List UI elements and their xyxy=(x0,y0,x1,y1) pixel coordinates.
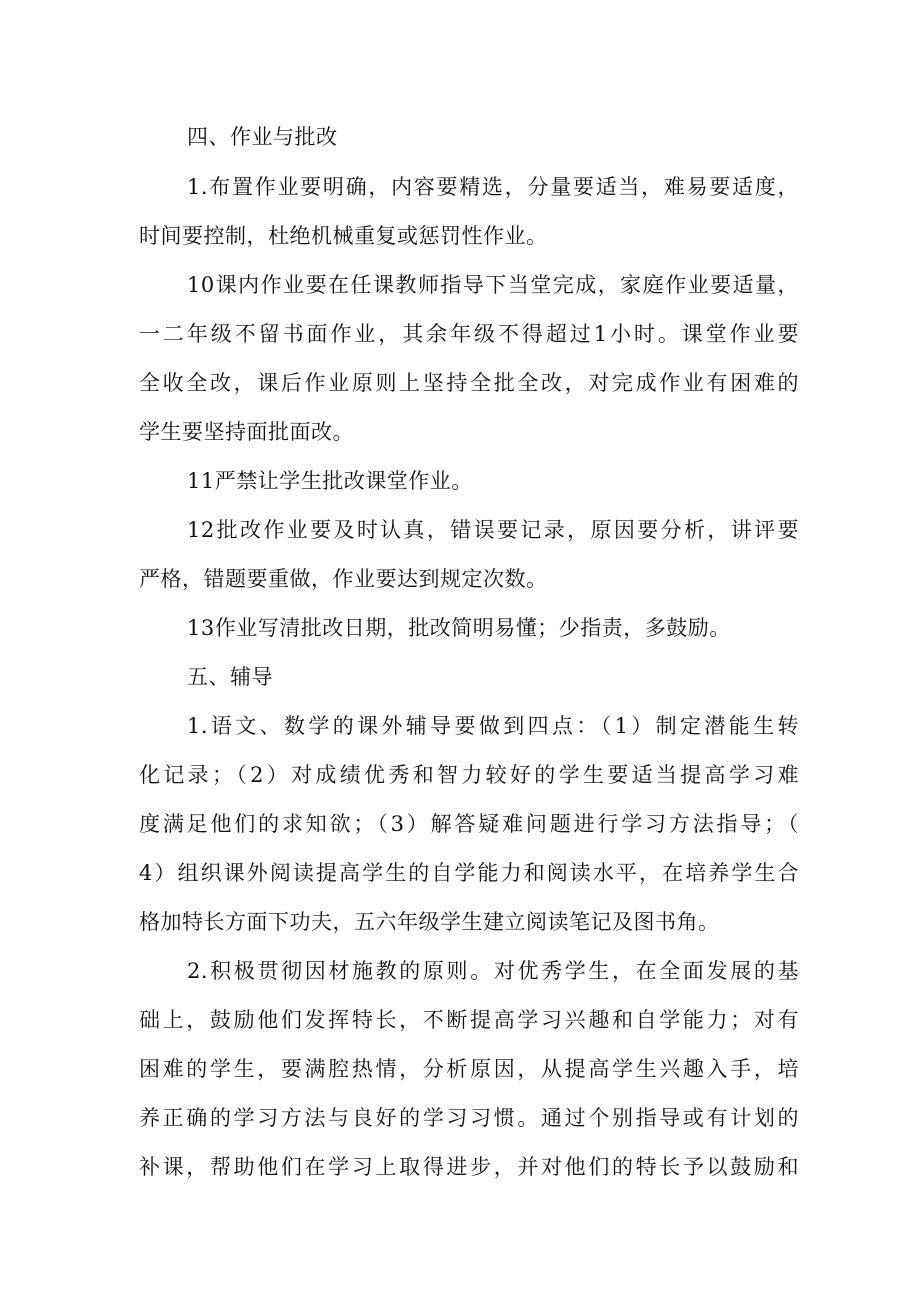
paragraph-line: 13作业写清批改日期，批改简明易懂；少指责，多鼓励。 xyxy=(187,616,731,640)
paragraph-line: 养正确的学习方法与良好的学习习惯。通过个别指导或有计划的 xyxy=(139,1106,799,1130)
paragraph-line: 4）组织课外阅读提高学生的自学能力和阅读水平，在培养学生合 xyxy=(139,861,799,885)
paragraph-line: 2.积极贯彻因材施教的原则。对优秀学生，在全面发展的基 xyxy=(187,959,799,983)
paragraph-line: 11严禁让学生批改课堂作业。 xyxy=(187,469,473,493)
paragraph-line: 础上，鼓励他们发挥特长，不断提高学习兴趣和自学能力；对有 xyxy=(139,1008,799,1032)
paragraph-line: 1.布置作业要明确，内容要精选，分量要适当，难易要适度， xyxy=(187,175,799,199)
paragraph-line: 补课，帮助他们在学习上取得进步，并对他们的特长予以鼓励和 xyxy=(139,1155,799,1179)
paragraph-line: 化记录；（2）对成绩优秀和智力较好的学生要适当提高学习难 xyxy=(139,763,799,787)
paragraph-line: 格加特长方面下功夫，五六年级学生建立阅读笔记及图书角。 xyxy=(139,910,720,934)
paragraph-line: 学生要坚持面批面改。 xyxy=(139,420,354,444)
paragraph-line: 度满足他们的求知欲；（3）解答疑难问题进行学习方法指导；（ xyxy=(139,812,799,836)
paragraph-line: 困难的学生，要满腔热情，分析原因，从提高学生兴趣入手，培 xyxy=(139,1057,799,1081)
section-heading-homework: 四、作业与批改 xyxy=(187,125,338,149)
paragraph-line: 一二年级不留书面作业，其余年级不得超过1小时。课堂作业要 xyxy=(139,322,799,346)
section-heading-tutoring: 五、辅导 xyxy=(187,665,273,689)
paragraph-line: 时间要控制，杜绝机械重复或惩罚性作业。 xyxy=(139,224,548,248)
paragraph-line: 12批改作业要及时认真，错误要记录，原因要分析，讲评要 xyxy=(187,518,799,542)
paragraph-line: 1.语文、数学的课外辅导要做到四点：（1）制定潜能生转 xyxy=(187,714,799,738)
paragraph-line: 10课内作业要在任课教师指导下当堂完成，家庭作业要适量， xyxy=(187,273,799,297)
paragraph-line: 严格，错题要重做，作业要达到规定次数。 xyxy=(139,567,548,591)
paragraph-line: 全收全改，课后作业原则上坚持全批全改，对完成作业有困难的 xyxy=(139,371,799,395)
